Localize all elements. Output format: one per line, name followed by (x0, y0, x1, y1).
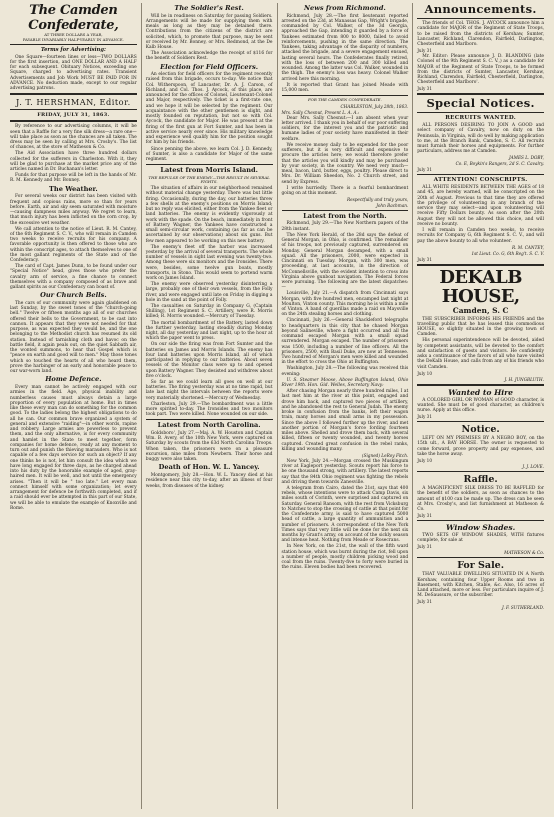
ad-signature: J. F. SUTHERLAND. (502, 605, 544, 611)
ad-date: July 31 (417, 86, 432, 92)
paragraph: The card of Capt. James Dunn, to be found under our "Special Notice" head, gives those who prefer the cavalry arm of service, a fine chance to connect themselves with a company composed of as brave and gallant spirits as our Confederacy can boast of. (10, 264, 137, 291)
terms-text: One Square—fourteen lines or less—TWO DOLLARS for the first insertion, and ONE DOLLAR AND A HALF for each subsequent. Obituary Notices, exceeding one Square, charged to advertising rates. Transient Advertisements and Job Work MUST BE PAID FOR IN ADVANCE. No deduction made, except to our regular advertising patrons. (10, 54, 137, 92)
column-4 (413, 3, 548, 809)
paragraph: Cincinnati, July 26.—General Shackleford telegraphs to headquarters in this city that he chased Morgan beyond Salineville, where a fight occurred and all the command escaped Morgan with a small squad surrendered. Morgan escaped. The number of prisoners was 1500, including a number of line officers. All the prisoners, 2500, with Basil Duke, are now at Tennessee. Two hundred of Morgan's men were killed and wounded in the effort to cross the Ohio at Buffington. (281, 318, 409, 366)
special-notices-heading: Special Notices. (426, 96, 535, 111)
paragraph: New York, July 24.—Morgan crossed the Muskingum river at Eagleport yesterday. Scouts report his force to be one thousand strong, with artillery. The latest reports say that the 84th Ohio regiment was fighting the rebels and driving them towards Zanesville. (281, 458, 409, 485)
article-heading-relief: The Soldier's Rest. (174, 4, 244, 12)
paragraph: So far as we could learn all goes on well at our batteries. The firing yesterday was at no time rapid, but late last night the intervals between the reports were very materially shortened.—Mercury of Wednesday. (145, 379, 273, 401)
ad-date: July 31 (417, 414, 432, 420)
ad-signature: J. J. LOVE. (522, 464, 544, 470)
ad-date: July 31 (417, 167, 432, 173)
divider (417, 471, 544, 472)
divider (417, 421, 544, 422)
ad-signature: MATHESON & Co. (504, 550, 544, 556)
paragraph: For several weeks our district has been visited with frequent and copious rains, more so than for years before. Earth, air and sky seem saturated with moisture—causing dampness miles anyway. We regret to learn, that much injury has been inflicted on the corn crop, by the excessive wet weather. (10, 194, 137, 226)
paragraph: Dear Mrs. Sally Chesnut:—I am absent when your letter arrived. I thank you in behalf of our poor suffering soldiers, for the interest you and the patriotic and humane ladies of your society have manifested in their welfare. (281, 115, 409, 142)
paragraph: ALL PERSONS DESIRING TO JOIN A GOOD and select company of Cavalry, now on duty on the Peninsula, in Virginia, will do well by making application to me, at the Branch Bank, Camden, S. C. All recruits must furnish their horses and equipments. For further particulars, address me at Camden. (417, 123, 544, 155)
article-heading-church: Our Church Bells. (40, 291, 107, 300)
divider (282, 95, 409, 96)
divider (10, 44, 137, 45)
paragraph: The casualties on Saturday in Company G, (Captain Shilling), 1st Regiment S. C. Artillery, were R. Morris killed; R. Morris wounded.—Mercury of Tuesday. (145, 303, 273, 320)
paragraph: THE SUBSCRIBER INFORMS HIS FRIENDS and the travelling public that he has leased this commodious HOUSE, so slightly situated in the growing town of Camden. (417, 316, 544, 338)
paragraph: It is reported that Grant has joined Meade with 15,000 men. (281, 82, 409, 93)
divider (10, 93, 137, 95)
paragraph: Louisville, July 21.—A dispatch from Cincinnati says Morgan, with five hundred men, encamped last night at Moulton, Vinton county. This morning he is within a mile of Vinton. A band of guerillas made a raid on Maysville on the 24th stealing horses and clothing. (281, 291, 409, 318)
paragraph: TWO SETS OF WINDOW SHADES, WITH fixtures complete, for sale at (417, 533, 544, 544)
divider (10, 109, 137, 110)
letter-heading: FOR THE CAMDEN CONFEDERATE. (307, 97, 382, 103)
article-heading-election: Election for Field Officers. (160, 62, 259, 71)
paragraph: After chasing Morgan nearly three hundred miles, I at last met him at the river at this point, engaged and drove him back, and captured two pieces of artillery, and he abandoned the rest to General Judah. The enemy broke in confusion from the banks, left their wagon train, many horses and small arms in my possession. Since the above I followed further up the river, and met another portion of Morgan's force fording fourteen miles above. Shelled and drove them back, with several killed, fifteen or twenty wounded, and twenty horses captured. Created great confusion in the rebel ranks, killing and wounding many. (281, 389, 409, 452)
paragraph: We receive money daily to be expended for the poor sufferers, but it is very difficult and expensive to procure the articles here; we would therefore prefer that the articles you will kindly and may be purchased by your society, in the country. We need very much—meal, bacon, lard, butter, eggs, poultry. Please direct to Mrs. Dr. William Sheedon, No. 2 Church street, and send by Express. (281, 142, 409, 185)
paragraph: The Aid Association have three hundred dollars collected for the sufferers in Charleston. With it, they will be glad to purchase at the market price any of the articles named in Dr. Buchanan's letter. (10, 151, 137, 173)
terms-heading: Terms for Advertising: (40, 47, 106, 54)
paragraph: Richmond, July 29.—The New Northern papers of the 28th instant. (281, 221, 409, 232)
paragraph: Washington, July 28.—The following was received this evening: (281, 366, 409, 377)
paragraph: We call attention to the notice of Lieut. R. M. Cantey, of the 6th Regiment S. C. V., who will remain in Camden two weeks to receive recruits for his company. A favorable opportunity is then offered to those who are within the conscript ages, to attach themselves to one of the most gallant regiments of the State and of the Confederacy. (10, 226, 137, 264)
column-1 (6, 3, 142, 809)
column-2 (142, 3, 278, 809)
ad-signature: JAMES L. DOBY, (508, 155, 544, 161)
article-heading-north: Latest from the North. (303, 211, 387, 220)
ad-date: July 31 (417, 513, 432, 519)
divider (417, 384, 544, 386)
column-3 (278, 3, 414, 809)
article-heading-morris: Latest from Morris Island. (160, 166, 258, 175)
issue-date: FRIDAY, JULY 31, 1863. (37, 112, 110, 119)
article-heading-weather: The Weather. (49, 184, 98, 193)
ad-heading-recruits: RECRUITS WANTED. (445, 115, 517, 122)
divider (417, 93, 544, 95)
paragraph: I will remain in Camden two weeks, to receive recruits for Company G, 6th Regiment S. C. V., and will pay the above bounty to all who volunteer. (417, 228, 544, 244)
article-heading-defence: Home Defence. (45, 375, 102, 384)
paragraph: The Association acknowledge the receipt of $116 for the benefit of Soldiers Rest. (145, 51, 273, 62)
ad-signature: R. M. CANTEY, (511, 244, 544, 250)
paragraph: By reference to our advertising columns, it will be seen that a Raffle for a very fine silk dress—a rare one—will take place as soon as the chances are all taken. The dress may be seen by calling at Mrs. Crosby's. The list of chances, at the store of Matheson & Co. (10, 124, 137, 151)
ad-heading-hire: Wanted to Hire (448, 387, 513, 397)
article-heading-north-carolina: Latest from North Carolina. (157, 421, 261, 430)
divider (146, 164, 273, 165)
ad-signature-title: Co. E, Boykin's Rangers, 2d S. C. Cavalry. (455, 161, 544, 167)
paragraph: Funds for that purpose will be left in the hands of Mr. R. M. Kennedy and Mr. Bonney. (10, 173, 137, 184)
paragraph: LEFT ON MY PREMISES BY A NEGRO BOY, on the 15th ult., A BAY HORSE. The owner is requested to come forward, prove property and pay expenses, and take the horse away. (417, 436, 544, 457)
paragraph: I write hurriedly. There is a fearful bombardment going on at this moment. (281, 185, 409, 196)
letter-signature: John Bachman. (376, 202, 409, 208)
paragraph: The New York Herald, of the 28d says the defeat of General Morgan, in Ohio, is confirmed. The remainder of his troops, not previously captured, surrendered on Monday. General Morgan decamped, with a small squad. All the prisoners, 2000, were expected in Cincinnati on Tuesday. Morgan, with 300 men, was proceeding, at last accounts, in the direction of McConnellsville, with the evident intention to cross into Virginia above gunboat navigation. The Federal forces were pursuing. The following are the latest dispatches:— (281, 232, 409, 291)
ad-date: July 31 (417, 256, 432, 262)
paragraph: ALL WHITE RESIDENTS BETWEEN THE AGES of 18 and 45, are hereby warned, will be conscripted on the 20th of August. Previous to that time they are offered the privilege of volunteering in any branch of the service they may select—and upon volunteering will receive Fifty Dollars bounty. As soon after the 20th August they will not be allowed this choice, and will receive no bounty. (417, 185, 544, 227)
ad-signature-title: 1st Lieut. Co. G, 6th Reg't. S. C. V. (471, 250, 544, 256)
ad-heading-shades: Window Shades. (445, 523, 516, 533)
divider (417, 520, 544, 521)
masthead-terms-line-1: AT THREE DOLLARS A YEAR, (44, 32, 103, 37)
divider (417, 174, 544, 175)
divider (417, 18, 544, 19)
article-heading-death: Death of Hon. W. L. Yancey. (158, 463, 260, 472)
ad-heading-raffle: Raffle. (463, 474, 498, 486)
divider (417, 264, 544, 266)
divider (10, 120, 137, 122)
article-subheading: THE REPULSE OF THE ENEMY—THE RESULT IN SEVERAL FIGHTS. (148, 174, 270, 185)
ad-date: July 31 (417, 544, 432, 550)
paragraph: An election for field officers for the regiment recently raised from this brigade, occurs to-day. We notice that Col. Witherspoon, of Lancaster, Dr. A. J. Carson, of Richland, and Col. Thos. J. Aycock, of this place, are announced for the offices of Colonel, Lieutenant-Colonel and Major, respectively. The ticket is a first-rate one, and we hope it will be selected by the regiment. Our acquaintance with the other gentlemen is slight, and mostly founded on reputation, but not so with Col. Aycock, the candidate for Major. He was present at the firing of the first gun at Fort Sumter, and has been in active service nearly ever since. His military knowledge and experience well qualify him for the position sought for him by his friends. (145, 72, 273, 146)
divider (282, 210, 409, 211)
paragraph: In New York, on the 21st, the wall of the fifth ward station house, which was burnt during the riot, fell upon a number of people, mostly children picking wood and coal from the ruins. Twenty-five to forty were buried in the ruins. Eleven bodies had been recovered. (281, 544, 409, 571)
dispatch-signature: (Signed) LeRoy Fitch. (361, 452, 409, 458)
paragraph: A MAGNIFICENT SILK DRESS TO BE RAFFLED for the benefit of the soldiers, as soon as chances to the amount of $100 can be made up. The dress can be seen at Mrs. Crosby's, and list furnishment at Matheson & Co. (417, 486, 544, 513)
paragraph: Since penning the above, we learn Col. J. D. Kennedy, of Sumter, is also a candidate for Major of the same regiment. (145, 146, 273, 163)
paragraph: Will be in readiness on Saturday for passing Soldiers. Arrangements will be made for supplying them with meals as long as they may be detained there. Contributions from the citizens of the district are solicited, which, to promote that purpose, may be sent or received by Mr. Bonney, or Mrs. Redmond, at the De Kalb House. (145, 13, 273, 51)
letter-closing: Respectfully and truly yours, (346, 196, 409, 202)
masthead-title: The Camden Confederate, (28, 3, 119, 33)
ad-heading-conscripts: ATTENTION! CONSCRIPTS. (433, 177, 528, 184)
paragraph: The friends of Col. THOS. J. AYCOCK announce him a candidate for MAJOR of the Regiment of State Troops, to be raised from the districts of Kershaw, Sumter, Lancaster, Richland, Clarendon, Fairfield, Darlington, Chesterfield and Marlboro. (417, 21, 544, 47)
editor-name: J. T. HERSHMAN, Editor. (16, 97, 131, 108)
paragraph: The cars of our community were again gladdened on last Sunday, by the sweet tones of the "church-going bell." Twelve or fifteen months ago all of our churches offered their bells to the Government, to be cast into cannon. It appears that they were not needed for that purpose, as was expected they would be, and the one belonging to the Methodist church has resumed its old station. Instead of tarnishing cloth and havoc on the battle field, it again peals out, on the quiet Sabbath air, the wonted summons, to hear that Gospel which is "peace on earth and good will to men." May those tones which so touched the hearts of all who heard them, prove the harbinger of an early and honorable peace to our war-worn land. (10, 300, 137, 375)
ad-heading-notice: Notice. (461, 424, 500, 436)
paragraph: THAT VALUABLE DWELLING SITUATED IN A North Kershaw, containing four Upper Rooms and two in Basement, with Kitchen, Stable, &c. Also, 16 acres of Land attached, more or less. For particulars inquire of J. M. DeSaussure, or the subscriber. (417, 572, 544, 599)
paragraph: His personal superintendence will be devoted, aided by competent assistants, will be devoted to the comfort and satisfaction of guests and visitors. He confidently asks a continuance of the favors of all who have visited the DeKalb House, and calls from any of his friends who visit Camden. (417, 338, 544, 370)
paragraph: Charleston, July 29.—The bombardment was a little more spirited to-day. The Ironsides and two monitors took part. Two were killed. None wounded on our side. (145, 401, 273, 418)
divider (417, 557, 544, 558)
letter-date: CHARLESTON, July 28th, 1863. (340, 103, 409, 109)
ad-date: July 31 (417, 48, 432, 54)
paragraph: On our side the firing was from Fort Sumter and the batteries on James and Morris Islands. The enemy has four land batteries upon Morris Island, all of which participated in replying to our batteries. About seven vessels of the Monitor class were up to and opened upon Battery Wagner. They desisted and withdrew about five o'clock. (145, 342, 273, 379)
column-container (6, 3, 548, 809)
paragraph: Goldsboro', July 27.—Maj. A. W. Houston and Captain Wm. B. Avery, of the 10th New York, were captured on Saturday by scouts from the 63d North Carolina Troops. When taken, the prisoners were on a pleasure excursion, nine miles from Newbern. Their horse and buggy were also taken. (145, 430, 273, 463)
dekalb-house-heading: DEKALB HOUSE, (439, 266, 522, 307)
letter-salutation: Mrs. Sally Chesnut, Present L. A. A.: (281, 109, 360, 115)
paragraph: The situation of affairs in our neighborhood remained without material change yesterday. There was but little firing. Occasionally, during the day, our batteries threw a few shells at the enemy's positions on Morris Island; but no reply was elicited, either from the Yankee fleet or land batteries. The enemy is evidently vigorously at work with the spade. On the beach, immediately in front of Battery Wagner, the Yankees have constructed a small semi-circular work, containing (as far as can be ascertained by our observations) about six guns. But few men appeared to be working on this new battery. (145, 186, 273, 244)
article-heading-richmond: News from Richmond. (303, 4, 386, 12)
divider (417, 112, 544, 113)
paragraph: The enemy were observed yesterday disinterring a large, probably one of their own vessels, from the Folly river, and were engaged until late on Friday in digging a hole in the sand at the point of Folly. (145, 282, 273, 303)
dekalb-house-place: Camden, S. C (452, 305, 509, 315)
paragraph: The enemy's fleet off the harbor was increased yesterday by the arrival of several transports. The whole number of vessels in sight last evening was twenty-two. Among these were six monitors and the Ironsides. There were, besides, some twelve gun boats, mostly transports, in Stono. This would seem to portend warm work on James Island. (145, 244, 273, 282)
paragraph: Montgomery, July 28.—Hon. W. L. Yancey died at his residence near this city to-day, after an illness of four weeks, from diseases of the kidney. (145, 473, 273, 489)
masthead-terms-line-2: PAYABLE INVARIABLY HALF-YEARLY IN ADVANCE. (22, 36, 124, 42)
paragraph: A COLORED GIRL OR WOMAN of GOOD character, is wanted. She must be of good character, as children's nurse. Apply at this office. (417, 397, 544, 414)
ad-date: July 31 (417, 599, 432, 605)
paragraph: U. S. Steamer Moose, Above Buffington Island, Ohio River 19th. Hon. Gid. Welles, Secretary Navy: (281, 377, 409, 388)
paragraph: A telegram from Cairo, dated the 21st, says that 400 rebels, whose intentions were to attack Camp Davis, six miles south of Corinth, were surprised and captured on Saturday. General Ransom, with the rest from Vicksburg to Natchez to stop the crossing of cattle at that point for the Confederate army, is said to have captured 5000 head of cattle, a large quantity of ammunition and a number of prisoners. A correspondent of the New York Times says that very little will be done for the next six months by Grant's army, on account of the sickly season and intense heat. Nothing from Meade or Rosecrans. (281, 485, 409, 544)
announcements-heading: Announcements. (424, 3, 537, 16)
ad-signature: J. H. JUNGBLUTH. (504, 376, 544, 382)
paragraph: The mortal bombardment of the Battery, lasted down the further yesterday, lasting steadily during Monday night, all day yesterday and last night, up to the hour at which the paper went to press. (145, 320, 273, 342)
paragraph: Mr. Editor: Please announce J. D. BLANDING (late Colonel of the 9th Regiment S. C. V.,) as a candidate for MAJOR of the Regiment of State Troops, to be formed from the districts of Sumter, Lancaster, Kershaw, Richland, Clarendon, Fairfield, Chesterfield, Darlington, Chesterfield and Marlboro'. (417, 54, 544, 86)
ad-heading-sale: For Sale. (457, 560, 505, 572)
ad-date: July 10 (417, 458, 432, 464)
paragraph: Every man cannot be actively engaged with our armies in the field. Age, physical inability and numberless causes must always detain a large proportion of every population at home. But in times like these every man can do something for the common good. To the ladies belong the highest obligations to do all he can. Our common brave organized a system of general and extensive "raiding"—in other words, rapine and robbery. Large armies are powerless to prevent them, and the only alternative, is for every community and hamlet in the State to meet together, form companies for home defence, ready at any moment to turn out and punish the thieving marauders. Who is not capable of a few days service for such an object? If any one thinks he is not, let him consult the idea which we have long engaged for three days, as he charged ahead into his duty by the honorable example of aged, gray-haired men. It will be well, and not until the emergency arises. "Then it will be " too late." Let every man connect himself with some organization; let every arrangement for defence be forthwith completed, and if a raid should ever be attempted in this part of our State, we will be able to emulate the example of Knoxville and Rome. (10, 385, 137, 511)
paragraph: Richmond, July 28.—The first lieutenant reported arrested on the 23d, at Manassas Gap, Wright's brigade, commanded by Col. Walker, of the 3d Georgia, approached the Gap, intending it guarded by a force of Yankees estimated from 800 to 8000, failed to avoid reinforcements, pushing in the same direction. The Yankees, taking advantage of the disparity of numbers, attacked the brigade, and a severe engagement ensued, lasting several hours. The Confederates finally retired, with the loss of between 200 and 300 killed and wounded. Among the latter was Col. Walker, wounded in the thigh. The enemy's loss was heavy. Colonel Walker arrived here this morning. (281, 13, 409, 82)
divider (146, 419, 273, 420)
ad-date: July 10 (417, 370, 432, 376)
